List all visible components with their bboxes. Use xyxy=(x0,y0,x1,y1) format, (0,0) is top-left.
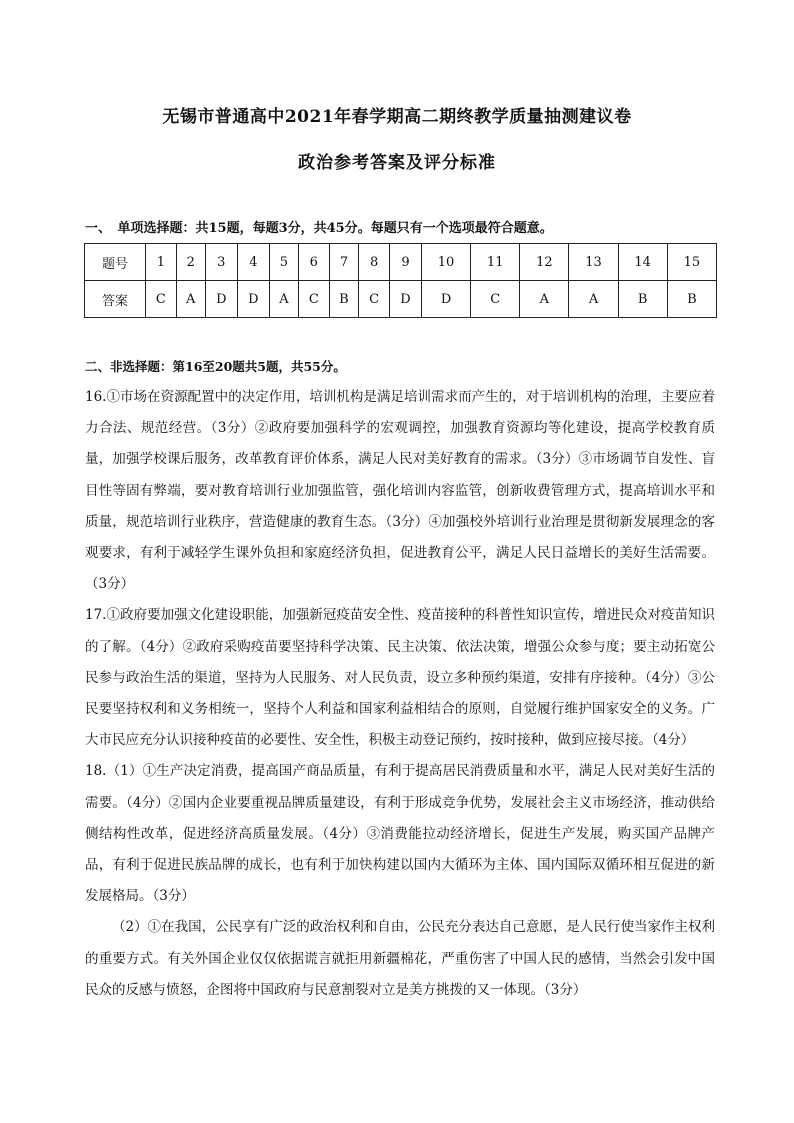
question-number: 15 xyxy=(667,244,716,281)
answer-cell: C xyxy=(359,281,390,318)
question-number: 8 xyxy=(359,244,390,281)
answer-cell: C xyxy=(298,281,329,318)
question-number: 2 xyxy=(176,244,205,281)
question-number: 6 xyxy=(298,244,329,281)
question-number: 14 xyxy=(618,244,667,281)
answer-cell: C xyxy=(471,281,520,318)
answer-cell: D xyxy=(389,281,421,318)
answer-cell: D xyxy=(205,281,237,318)
answer-body xyxy=(85,382,715,1006)
question-number: 10 xyxy=(421,244,470,281)
answer-paragraph-18-2: （2）①在我国，公民享有广泛的政治权利和自由，公民充分表达自己意愿，是人民行使当家作主权利的重要方式。有关外国企业仅仅依据谎言就拒用新疆棉花，严重伤害了中国人民的感情，当然会引发中国民众的反感与愤怒，企图将中国政府与民意割裂对立是美方挑拨的又一体现。（3分） xyxy=(85,919,715,998)
document-title: 无锡市普通高中2021年春学期高二期终教学质量抽测建议卷 xyxy=(162,107,632,127)
answer-row xyxy=(85,281,717,318)
question-number-row xyxy=(85,244,717,281)
answer-cell: B xyxy=(329,281,359,318)
answer-cell: C xyxy=(146,281,177,318)
section-2-heading: 二、非选择题：第16至20题共5题，共55分。 xyxy=(85,359,346,374)
row-label-answer: 答案 xyxy=(85,281,146,318)
question-number: 3 xyxy=(205,244,237,281)
answer-cell: A xyxy=(520,281,569,318)
question-number: 9 xyxy=(389,244,421,281)
answer-cell: B xyxy=(667,281,716,318)
question-number: 11 xyxy=(471,244,520,281)
answer-cell: A xyxy=(569,281,618,318)
answer-paragraph-17: 17.①政府要加强文化建设职能，加强新冠疫苗安全性、疫苗接种的科普性知识宣传，增进民众对疫苗知识的了解。（4分）②政府采购疫苗要坚持科学决策、民主决策、依法决策，增强公众参与度；要主动拓宽公民参与政治生活的渠道，坚持为人民服务、对人民负责，设立多种预约渠道，安排有序接种。（4分）③公民要坚持权利和义务相统一，坚持个人利益和国家利益相结合的原则，自觉履行维护国家安全的义务。广大市民应充分认识接种疫苗的必要性、安全性，积极主动登记预约，按时接种，做到应接尽接。（4分） xyxy=(85,607,715,749)
answer-cell: D xyxy=(237,281,269,318)
document-subtitle: 政治参考答案及评分标准 xyxy=(298,153,496,173)
answer-paragraph-16: 16.①市场在资源配置中的决定作用，培训机构是满足培训需求而产生的，对于培训机构的治理，主要应着力合法、规范经营。（3分）②政府要加强科学的宏观调控，加强教育资源均等化建设，提高学校教育质量，加强学校课后服务，改革教育评价体系，满足人民对美好教育的需求。（3分）③市场调节自发性、盲目性等固有弊端，要对教育培训行业加强监管，强化培训内容监管，创新收费管理方式，提高培训水平和质量，规范培训行业秩序，营造健康的教育生态。（3分）④加强校外培训行业治理是贯彻新发展理念的客观要求，有利于减轻学生课外负担和家庭经济负担，促进教育公平，满足人民日益增长的美好生活需要。（3分） xyxy=(85,389,715,593)
answer-cell: B xyxy=(618,281,667,318)
answer-cell: D xyxy=(421,281,470,318)
question-number: 13 xyxy=(569,244,618,281)
answer-table xyxy=(84,243,717,318)
row-label-question: 题号 xyxy=(85,244,146,281)
question-number: 4 xyxy=(237,244,269,281)
question-number: 7 xyxy=(329,244,359,281)
question-number: 5 xyxy=(269,244,298,281)
answer-paragraph-18-1: 18.（1）①生产决定消费，提高国产商品质量，有利于提高居民消费质量和水平，满足人民对美好生活的需要。（4分）②国内企业要重视品牌质量建设，有利于形成竞争优势，发展社会主义市场经济，推动供给侧结构性改革，促进经济高质量发展。（4分）③消费能拉动经济增长，促进生产发展，购买国产品牌产品，有利于促进民族品牌的成长，也有利于加快构建以国内大循环为主体、国内国际双循环相互促进的新发展格局。（3分） xyxy=(85,763,715,905)
answer-cell: A xyxy=(269,281,298,318)
answer-cell: A xyxy=(176,281,205,318)
question-number: 1 xyxy=(146,244,177,281)
question-number: 12 xyxy=(520,244,569,281)
section-1-heading: 一、 单项选择题：共15题，每题3分，共45分。每题只有一个选项最符合题意。 xyxy=(85,221,553,236)
